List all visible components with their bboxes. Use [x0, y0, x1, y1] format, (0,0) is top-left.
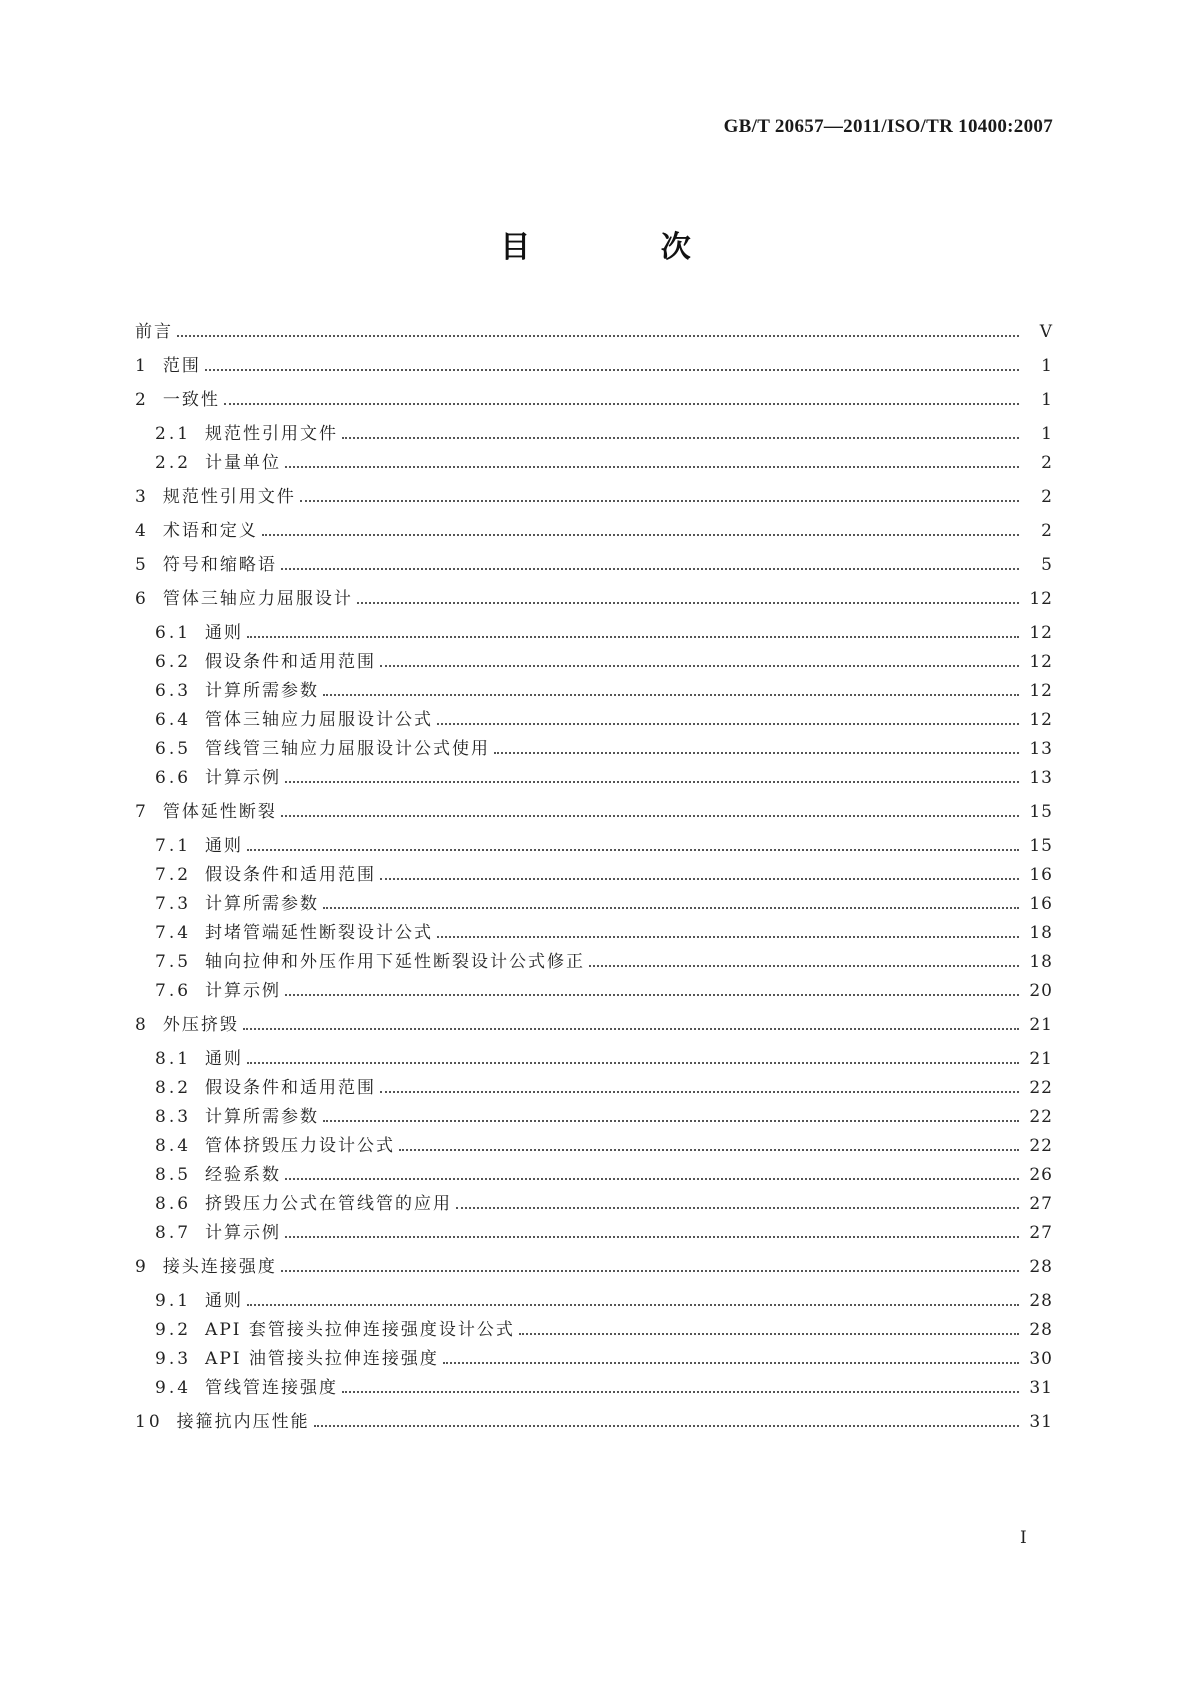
toc-entry-number: 6.1 [155, 623, 192, 643]
toc-dot-leader [443, 1345, 1019, 1373]
toc-entry-number: 6.4 [155, 710, 192, 730]
toc-entry-label: 接箍抗内压性能 [176, 1412, 310, 1432]
toc-entry-label: 计算示例 [205, 768, 282, 788]
toc-entry[interactable] [155, 1132, 1053, 1160]
toc-entry-page: 12 [1029, 623, 1053, 643]
toc-entry-page: 1 [1041, 390, 1053, 410]
toc-entry-page: 26 [1029, 1165, 1053, 1185]
toc-entry-number: 6.3 [155, 681, 192, 701]
toc-dot-leader [285, 449, 1019, 477]
toc-entry-label: 接头连接强度 [162, 1257, 277, 1277]
toc-entry-number: 7.3 [155, 894, 192, 914]
toc-dot-leader [342, 420, 1019, 448]
toc-entry-page: 31 [1029, 1412, 1053, 1432]
toc-entry-label: 计算所需参数 [205, 681, 320, 701]
toc-entry[interactable] [135, 551, 1053, 579]
toc-entry-number: 10 [135, 1412, 163, 1432]
toc-entry-label: 挤毁压力公式在管线管的应用 [205, 1194, 453, 1214]
toc-entry-label: 管体挤毁压力设计公式 [205, 1136, 396, 1156]
toc-entry-number: 6.6 [155, 768, 192, 788]
toc-entry[interactable] [155, 449, 1053, 477]
toc-entry[interactable] [155, 706, 1053, 734]
toc-entry[interactable] [135, 1253, 1053, 1281]
toc-entry-number: 8.1 [155, 1049, 192, 1069]
toc-entry-page: 16 [1029, 894, 1053, 914]
toc-entry-page: 13 [1029, 768, 1053, 788]
toc-entry-label: API 套管接头拉伸连接强度设计公式 [205, 1320, 515, 1340]
toc-entry-number: 7.2 [155, 865, 192, 885]
toc-entry-label: 计算所需参数 [205, 894, 320, 914]
toc-dot-leader [456, 1190, 1019, 1218]
toc-entry-number: 3 [135, 487, 149, 507]
toc-dot-leader [205, 352, 1019, 380]
toc-entry-page: 21 [1029, 1049, 1053, 1069]
page-number: Ⅰ [1020, 1528, 1027, 1548]
toc-entry[interactable] [155, 735, 1053, 763]
toc-entry-page: 27 [1029, 1194, 1053, 1214]
toc-entry-label: 管线管连接强度 [205, 1378, 339, 1398]
toc-entry-page: 12 [1029, 589, 1053, 609]
toc-entry[interactable] [155, 977, 1053, 1005]
toc-entry[interactable] [135, 798, 1053, 826]
toc-entry[interactable] [155, 890, 1053, 918]
toc-entry-page: 12 [1029, 681, 1053, 701]
toc-entry-page: 1 [1041, 424, 1053, 444]
toc-entry-page: 22 [1029, 1136, 1053, 1156]
toc-dot-leader [247, 1045, 1019, 1073]
toc-entry[interactable] [155, 1161, 1053, 1189]
toc-entry-label: 计算示例 [205, 981, 282, 1001]
toc-entry-label: 通则 [205, 1291, 244, 1311]
toc-entry-number: 9.2 [155, 1320, 192, 1340]
toc-entry-number: 8.3 [155, 1107, 192, 1127]
toc-entry-label: 封堵管端延性断裂设计公式 [205, 923, 434, 943]
toc-entry-page: 27 [1029, 1223, 1053, 1243]
toc-entry-page: 1 [1041, 356, 1053, 376]
toc-dot-leader [224, 386, 1019, 414]
toc-dot-leader [285, 1161, 1019, 1189]
toc-dot-leader [380, 861, 1019, 889]
toc-entry-label: 管体延性断裂 [162, 802, 277, 822]
toc-entry-label: 管体三轴应力屈服设计公式 [205, 710, 434, 730]
toc-entry-number: 7.1 [155, 836, 192, 856]
toc-dot-leader [177, 318, 1019, 346]
toc-entry-label: 假设条件和适用范围 [205, 865, 377, 885]
toc-entry[interactable] [155, 948, 1053, 976]
toc-entry-label: API 油管接头拉伸连接强度 [205, 1349, 439, 1369]
toc-dot-leader [380, 1074, 1019, 1102]
toc-dot-leader [323, 890, 1019, 918]
toc-entry-page: 2 [1041, 521, 1053, 541]
toc-entry-label: 范围 [162, 356, 201, 376]
toc-entry-page: 18 [1029, 952, 1053, 972]
toc-dot-leader [380, 648, 1019, 676]
toc-entry-page: 28 [1029, 1291, 1053, 1311]
toc-entry-label: 假设条件和适用范围 [205, 652, 377, 672]
toc-entry-number: 9.1 [155, 1291, 192, 1311]
toc-entry-number: 4 [135, 521, 149, 541]
toc-entry[interactable] [155, 619, 1053, 647]
toc-entry[interactable] [135, 1011, 1053, 1039]
toc-entry[interactable] [155, 1219, 1053, 1247]
toc-entry-number: 6.2 [155, 652, 192, 672]
toc-entry-number: 8.6 [155, 1194, 192, 1214]
toc-entry-page: 2 [1041, 487, 1053, 507]
toc-dot-leader [247, 832, 1019, 860]
toc-entry-page: 28 [1029, 1257, 1053, 1277]
toc-entry-number: 2 [135, 390, 149, 410]
toc-entry-page: 5 [1041, 555, 1053, 575]
page-title: 目 次 [500, 230, 751, 265]
toc-entry[interactable] [135, 483, 1053, 511]
toc-entry-label: 规范性引用文件 [162, 487, 296, 507]
toc-entry-number: 8.4 [155, 1136, 192, 1156]
toc-entry-label: 通则 [205, 623, 244, 643]
toc-dot-leader [323, 677, 1019, 705]
toc-entry[interactable] [135, 517, 1053, 545]
toc-dot-leader [300, 483, 1019, 511]
toc-entry[interactable] [135, 386, 1053, 414]
toc-entry-number: 2.2 [155, 453, 192, 473]
toc-entry-page: 31 [1029, 1378, 1053, 1398]
toc-entry-number: 8.5 [155, 1165, 192, 1185]
toc-entry-label: 计量单位 [205, 453, 282, 473]
toc-entry-page: 21 [1029, 1015, 1053, 1035]
toc-entry[interactable] [155, 1045, 1053, 1073]
toc-entry-page: 22 [1029, 1078, 1053, 1098]
toc-entry-page: 22 [1029, 1107, 1053, 1127]
toc-entry[interactable] [155, 1074, 1053, 1102]
toc-entry[interactable] [155, 919, 1053, 947]
toc-dot-leader [519, 1316, 1019, 1344]
toc-entry-label: 规范性引用文件 [205, 424, 339, 444]
toc-entry-number: 7.5 [155, 952, 192, 972]
toc-entry-label: 一致性 [162, 390, 220, 410]
toc-entry-number: 8 [135, 1015, 149, 1035]
toc-entry[interactable] [155, 861, 1053, 889]
toc-entry-page: 15 [1029, 802, 1053, 822]
toc-entry-label: 假设条件和适用范围 [205, 1078, 377, 1098]
toc-entry-label: 前言 [135, 322, 173, 342]
toc-entry[interactable] [155, 420, 1053, 448]
toc-entry-page: 15 [1029, 836, 1053, 856]
toc-entry-label: 经验系数 [205, 1165, 282, 1185]
toc-entry-number: 5 [135, 555, 149, 575]
toc-entry-number: 7 [135, 802, 149, 822]
toc-entry-label: 通则 [205, 1049, 244, 1069]
toc-entry-page: 13 [1029, 739, 1053, 759]
toc-entry-number: 6.5 [155, 739, 192, 759]
toc-dot-leader [243, 1011, 1019, 1039]
toc-entry-label: 外压挤毁 [162, 1015, 239, 1035]
document-code: GB/T 20657—2011/ISO/TR 10400:2007 [723, 116, 1053, 137]
toc-entry[interactable] [155, 1316, 1053, 1344]
toc-entry-label: 通则 [205, 836, 244, 856]
toc-dot-leader [247, 1287, 1019, 1315]
toc-entry-label: 轴向拉伸和外压作用下延性断裂设计公式修正 [205, 952, 586, 972]
toc-dot-leader [494, 735, 1019, 763]
toc-dot-leader [437, 919, 1019, 947]
toc-dot-leader [342, 1374, 1019, 1402]
toc-entry-number: 1 [135, 356, 149, 376]
toc-entry-page: 20 [1029, 981, 1053, 1001]
toc-entry[interactable] [135, 318, 1053, 346]
toc-entry-number: 9 [135, 1257, 149, 1277]
toc-dot-leader [285, 764, 1019, 792]
toc-dot-leader [285, 1219, 1019, 1247]
toc-dot-leader [357, 585, 1019, 613]
toc-dot-leader [437, 706, 1019, 734]
toc-entry[interactable] [155, 1345, 1053, 1373]
toc-entry-page: 12 [1029, 710, 1053, 730]
toc-entry-label: 计算所需参数 [205, 1107, 320, 1127]
toc-entry-page: 16 [1029, 865, 1053, 885]
toc-entry-page: 18 [1029, 923, 1053, 943]
toc-entry[interactable] [155, 1287, 1053, 1315]
toc-dot-leader [314, 1408, 1019, 1436]
toc-entry[interactable] [135, 1408, 1053, 1436]
toc-dot-leader [247, 619, 1019, 647]
toc-entry-page: 28 [1029, 1320, 1053, 1340]
toc-dot-leader [281, 798, 1019, 826]
toc-entry[interactable] [155, 832, 1053, 860]
toc-entry-label: 术语和定义 [162, 521, 258, 541]
toc-dot-leader [399, 1132, 1019, 1160]
toc-entry[interactable] [155, 764, 1053, 792]
toc-dot-leader [281, 551, 1019, 579]
toc-entry-number: 6 [135, 589, 149, 609]
toc-entry-label: 管体三轴应力屈服设计 [162, 589, 353, 609]
toc-dot-leader [285, 977, 1019, 1005]
toc-entry-number: 8.7 [155, 1223, 192, 1243]
toc-entry-label: 符号和缩略语 [162, 555, 277, 575]
toc-entry-number: 9.3 [155, 1349, 192, 1369]
toc-entry-number: 8.2 [155, 1078, 192, 1098]
toc-dot-leader [281, 1253, 1019, 1281]
toc-entry-number: 7.6 [155, 981, 192, 1001]
toc-entry-page: Ⅴ [1039, 322, 1053, 342]
toc-entry-number: 9.4 [155, 1378, 192, 1398]
toc-dot-leader [262, 517, 1019, 545]
toc-entry-page: 30 [1029, 1349, 1053, 1369]
toc-entry[interactable] [135, 585, 1053, 613]
toc-entry-number: 2.1 [155, 424, 192, 444]
toc-entry-page: 2 [1041, 453, 1053, 473]
toc-entry[interactable] [155, 677, 1053, 705]
toc-entry-label: 管线管三轴应力屈服设计公式使用 [205, 739, 491, 759]
toc-entry[interactable] [155, 1190, 1053, 1218]
toc-entry[interactable] [155, 1374, 1053, 1402]
toc-entry[interactable] [135, 352, 1053, 380]
toc-dot-leader [589, 948, 1019, 976]
toc-entry-label: 计算示例 [205, 1223, 282, 1243]
toc-dot-leader [323, 1103, 1019, 1131]
toc-entry[interactable] [155, 1103, 1053, 1131]
toc-entry-page: 12 [1029, 652, 1053, 672]
toc-entry[interactable] [155, 648, 1053, 676]
toc-entry-number: 7.4 [155, 923, 192, 943]
